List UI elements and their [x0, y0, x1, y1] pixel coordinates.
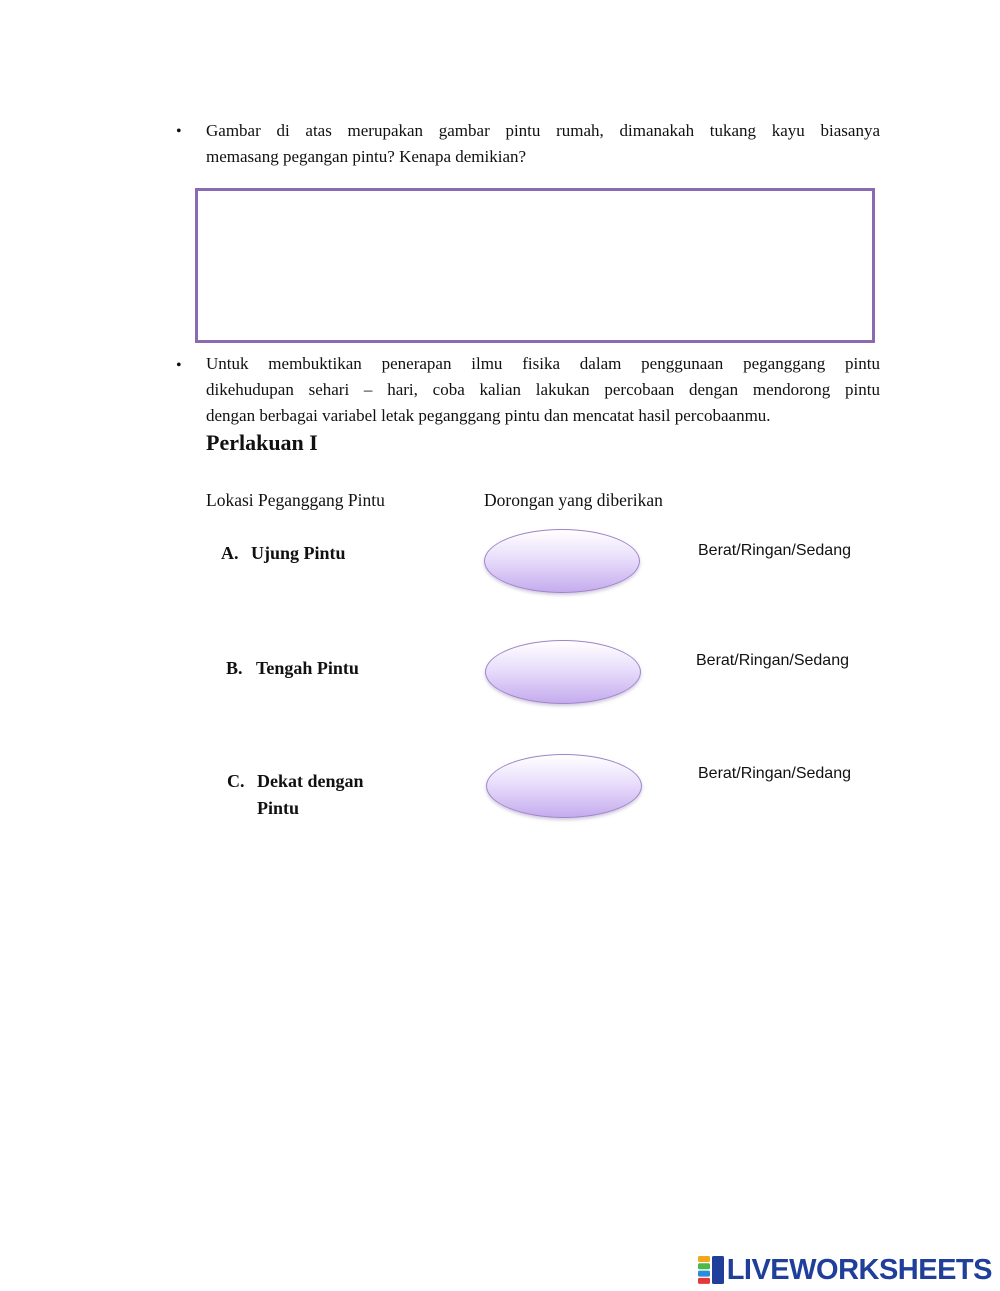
row-a-options: Berat/Ringan/Sedang: [698, 542, 851, 559]
column-push-label: Dorongan yang diberikan: [484, 490, 663, 510]
row-a-letter: A.: [221, 543, 239, 563]
row-c-text: Dekat dengan: [257, 771, 364, 791]
question-2-line-3: dengan berbagai variabel letak peganggang pintu dan mencatat hasil percobaanmu.: [206, 406, 771, 425]
section-title: Perlakuan I: [206, 430, 318, 455]
row-a-text: Ujung Pintu: [251, 543, 346, 563]
liveworksheets-brand: LIVEWORKSHEETS: [726, 1253, 992, 1286]
question-2-text: [206, 351, 880, 429]
row-c-answer-oval[interactable]: [486, 754, 642, 818]
row-b-letter: B.: [226, 658, 243, 678]
column-location-label: Lokasi Peganggang Pintu: [206, 490, 385, 510]
row-c-text-cont: Pintu: [257, 798, 300, 818]
liveworksheets-logo-icon: [698, 1256, 724, 1284]
row-c-letter: C.: [227, 771, 245, 791]
bullet-2: •: [176, 357, 182, 374]
question-2-line-2: dikehudupan sehari – hari, coba kalian lakukan percobaan dengan mendorong pintu: [206, 380, 880, 399]
row-b-answer-oval[interactable]: [485, 640, 641, 704]
row-c-options: Berat/Ringan/Sedang: [698, 765, 851, 782]
question-2-line-1: Untuk membuktikan penerapan ilmu fisika dalam penggunaan peganggang pintu: [206, 354, 880, 373]
question-1-line-1: Gambar di atas merupakan gambar pintu rumah, dimanakah tukang kayu biasanya: [206, 121, 880, 140]
question-1-text: [206, 118, 880, 170]
row-b-text: Tengah Pintu: [256, 658, 359, 678]
row-b-options: Berat/Ringan/Sedang: [696, 652, 849, 669]
row-a-answer-oval[interactable]: [484, 529, 640, 593]
bullet-1: •: [176, 123, 182, 140]
row-c-label: [227, 768, 364, 822]
row-b-label: [226, 655, 359, 682]
liveworksheets-logo: [698, 1254, 992, 1286]
answer-textbox[interactable]: [195, 188, 875, 343]
question-1-line-2: memasang pegangan pintu? Kenapa demikian?: [206, 147, 527, 166]
row-a-label: [221, 540, 346, 567]
